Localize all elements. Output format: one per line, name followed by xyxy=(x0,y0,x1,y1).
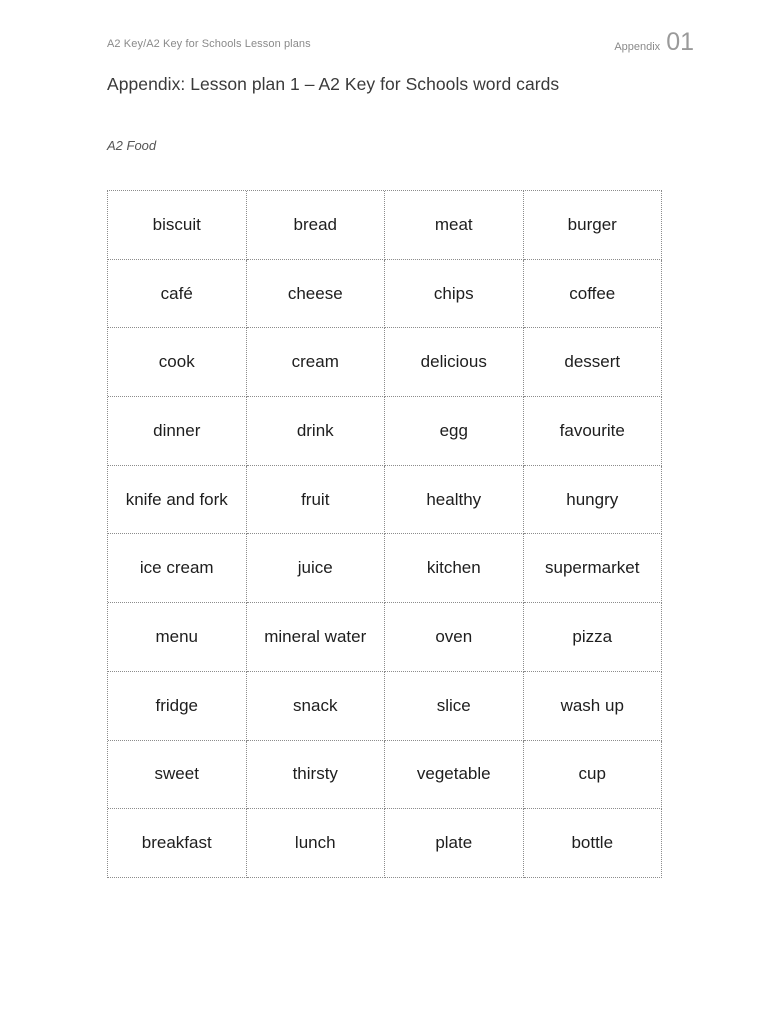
word-card: egg xyxy=(385,397,524,466)
appendix-number: 01 xyxy=(666,28,694,56)
word-card: pizza xyxy=(524,603,663,672)
word-card: dinner xyxy=(108,397,247,466)
word-card: cream xyxy=(247,328,386,397)
word-card: juice xyxy=(247,534,386,603)
word-card: oven xyxy=(385,603,524,672)
word-card: mineral water xyxy=(247,603,386,672)
word-card: menu xyxy=(108,603,247,672)
word-card: knife and fork xyxy=(108,466,247,535)
word-card: plate xyxy=(385,809,524,878)
word-card: cook xyxy=(108,328,247,397)
word-card: wash up xyxy=(524,672,663,741)
word-card: favourite xyxy=(524,397,663,466)
word-card: cheese xyxy=(247,260,386,329)
word-card: burger xyxy=(524,191,663,260)
word-card: bread xyxy=(247,191,386,260)
word-card: kitchen xyxy=(385,534,524,603)
word-card: coffee xyxy=(524,260,663,329)
word-card: sweet xyxy=(108,741,247,810)
appendix-tag xyxy=(614,30,694,55)
word-card: supermarket xyxy=(524,534,663,603)
section-label: A2 Food xyxy=(107,138,157,153)
running-header: A2 Key/A2 Key for Schools Lesson plans xyxy=(107,38,311,50)
word-card: bottle xyxy=(524,809,663,878)
word-card: drink xyxy=(247,397,386,466)
word-card: cup xyxy=(524,741,663,810)
word-card: ice cream xyxy=(108,534,247,603)
word-card: lunch xyxy=(247,809,386,878)
word-card: healthy xyxy=(385,466,524,535)
word-card: fruit xyxy=(247,466,386,535)
word-card: dessert xyxy=(524,328,663,397)
word-card-grid xyxy=(107,190,662,878)
word-card: snack xyxy=(247,672,386,741)
word-card: breakfast xyxy=(108,809,247,878)
page-title: Appendix: Lesson plan 1 – A2 Key for Schools word cards xyxy=(107,74,560,94)
word-card: chips xyxy=(385,260,524,329)
word-card: café xyxy=(108,260,247,329)
word-card: slice xyxy=(385,672,524,741)
word-card: vegetable xyxy=(385,741,524,810)
word-card: delicious xyxy=(385,328,524,397)
word-card: fridge xyxy=(108,672,247,741)
appendix-label: Appendix xyxy=(614,41,661,53)
word-card: thirsty xyxy=(247,741,386,810)
word-card: biscuit xyxy=(108,191,247,260)
word-card: hungry xyxy=(524,466,663,535)
word-card: meat xyxy=(385,191,524,260)
